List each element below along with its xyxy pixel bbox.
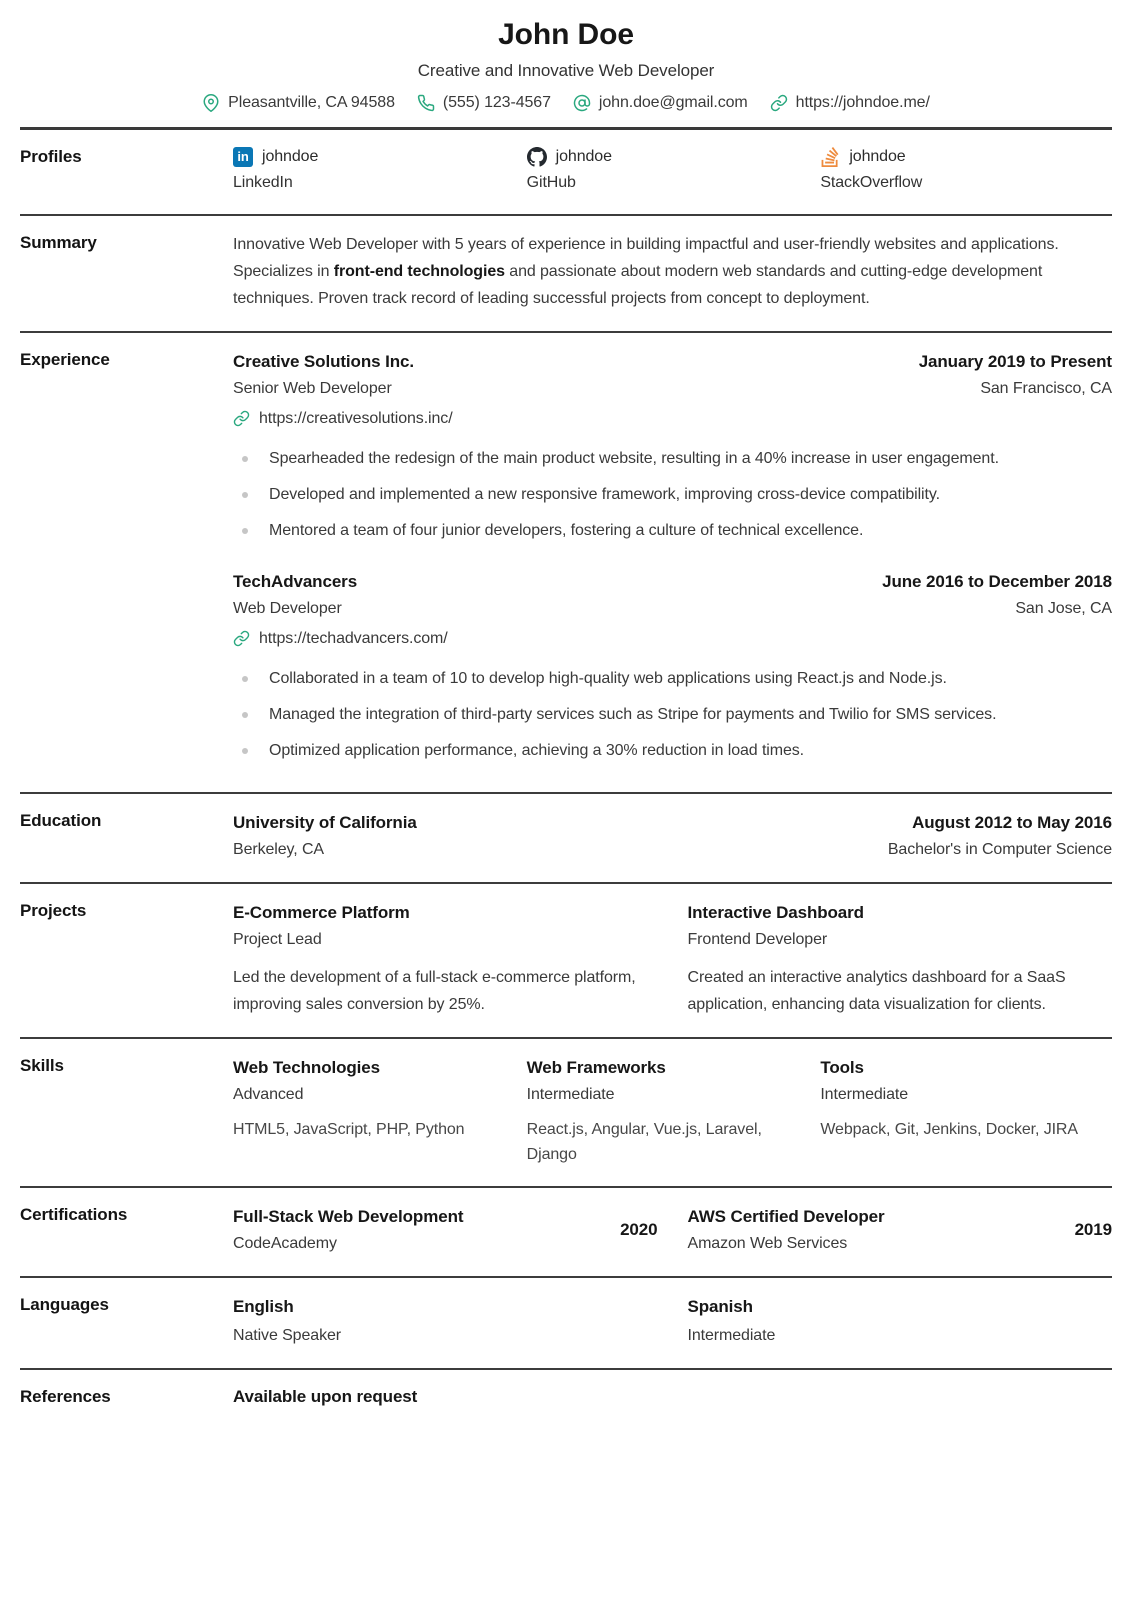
section-label-summary: Summary bbox=[20, 232, 97, 252]
skill-group-name: Web Frameworks bbox=[526, 1057, 666, 1077]
project-name: Interactive Dashboard bbox=[687, 902, 864, 922]
profile-github[interactable] bbox=[527, 145, 819, 195]
certification-issuer: CodeAcademy bbox=[233, 1234, 337, 1252]
contact-website-text[interactable]: https://johndoe.me/ bbox=[795, 93, 930, 111]
section-certifications bbox=[20, 1186, 1112, 1276]
project-role: Project Lead bbox=[233, 930, 322, 948]
contact-email-text[interactable]: john.doe@gmail.com bbox=[598, 93, 748, 111]
job-bullet: Spearheaded the redesign of the main product website, resulting in a 40% increase in user engagement. bbox=[233, 445, 1112, 472]
contact-website[interactable] bbox=[770, 94, 930, 112]
section-experience bbox=[20, 331, 1112, 792]
language-fluency: Native Speaker bbox=[233, 1326, 341, 1344]
section-projects bbox=[20, 882, 1112, 1037]
skills-grid bbox=[233, 1054, 1112, 1167]
profile-username[interactable]: johndoe bbox=[262, 147, 319, 165]
language-fluency: Intermediate bbox=[687, 1326, 776, 1344]
summary-text-before: Innovative Web Developer with 5 years of experience in building impactful and user-friendly websites and applications. Specializes in bbox=[233, 235, 1059, 280]
skill-group-name: Tools bbox=[820, 1057, 864, 1077]
project-entry bbox=[688, 899, 1113, 1018]
job-link[interactable] bbox=[233, 405, 1112, 432]
skill-group bbox=[527, 1054, 819, 1167]
job-bullet: Collaborated in a team of 10 to develop high-quality web applications using React.js and Node.js. bbox=[233, 665, 1112, 692]
language-entry bbox=[688, 1293, 1113, 1349]
section-label-skills: Skills bbox=[20, 1055, 64, 1075]
section-languages bbox=[20, 1276, 1112, 1368]
job-entry bbox=[233, 348, 1112, 544]
education-dates: August 2012 to May 2016 bbox=[912, 812, 1112, 832]
language-name: Spanish bbox=[687, 1296, 753, 1316]
contact-phone bbox=[417, 94, 551, 112]
projects-grid bbox=[233, 899, 1112, 1018]
summary-text bbox=[233, 231, 1112, 312]
experience-list bbox=[233, 348, 1112, 773]
job-location: San Francisco, CA bbox=[980, 379, 1112, 397]
project-entry bbox=[233, 899, 658, 1018]
profiles-grid bbox=[233, 145, 1112, 195]
section-label-languages: Languages bbox=[20, 1294, 109, 1314]
education-degree: Bachelor's in Computer Science bbox=[887, 840, 1112, 858]
stackoverflow-icon bbox=[820, 147, 840, 167]
profile-username[interactable]: johndoe bbox=[849, 147, 906, 165]
skill-level: Intermediate bbox=[820, 1085, 909, 1103]
job-company: Creative Solutions Inc. bbox=[233, 351, 414, 371]
project-description: Created an interactive analytics dashboard for a SaaS application, enhancing data visualization for clients. bbox=[687, 968, 1066, 1013]
section-label-education: Education bbox=[20, 810, 102, 830]
job-bullet: Managed the integration of third-party services such as Stripe for payments and Twilio for SMS services. bbox=[233, 701, 1112, 728]
skill-keywords: Webpack, Git, Jenkins, Docker, JIRA bbox=[820, 1120, 1078, 1138]
certification-entry bbox=[233, 1203, 658, 1257]
profile-network-name: GitHub bbox=[526, 173, 576, 191]
section-label-references: References bbox=[20, 1386, 111, 1406]
job-url[interactable]: https://techadvancers.com/ bbox=[259, 629, 448, 647]
summary-text-after: and passionate about modern web standards and cutting-edge development techniques. Proven track record of leading successful projects from concept to deployment. bbox=[233, 262, 1043, 307]
languages-grid bbox=[233, 1293, 1112, 1349]
person-title: Creative and Innovative Web Developer bbox=[417, 60, 715, 80]
contact-location-text: Pleasantville, CA 94588 bbox=[228, 93, 395, 111]
linkedin-icon: in bbox=[233, 147, 253, 167]
section-skills bbox=[20, 1037, 1112, 1186]
job-bullet: Optimized application performance, achieving a 30% reduction in load times. bbox=[233, 737, 1112, 764]
job-company: TechAdvancers bbox=[233, 571, 358, 591]
job-url[interactable]: https://creativesolutions.inc/ bbox=[259, 409, 453, 427]
references-value: Available upon request bbox=[233, 1386, 418, 1406]
section-label-certifications: Certifications bbox=[20, 1204, 128, 1224]
job-entry bbox=[233, 568, 1112, 764]
certification-name: Full-Stack Web Development bbox=[233, 1206, 464, 1226]
certification-entry bbox=[688, 1203, 1113, 1257]
contact-location bbox=[202, 94, 395, 112]
contact-row bbox=[20, 94, 1112, 112]
job-bullet: Developed and implemented a new responsive framework, improving cross-device compatibility. bbox=[233, 481, 1112, 508]
contact-email[interactable] bbox=[573, 94, 748, 112]
profile-network-name: LinkedIn bbox=[233, 173, 293, 191]
profile-network-name: StackOverflow bbox=[820, 173, 923, 191]
skill-keywords: HTML5, JavaScript, PHP, Python bbox=[233, 1120, 465, 1138]
section-references bbox=[20, 1368, 1112, 1428]
link-icon bbox=[233, 630, 250, 647]
certification-year: 2020 bbox=[620, 1219, 658, 1239]
skill-keywords: React.js, Angular, Vue.js, Laravel, Django bbox=[526, 1120, 762, 1163]
skill-group bbox=[820, 1054, 1112, 1167]
skill-level: Advanced bbox=[233, 1085, 304, 1103]
certifications-grid bbox=[233, 1203, 1112, 1257]
github-icon bbox=[527, 147, 547, 167]
certification-name: AWS Certified Developer bbox=[687, 1206, 885, 1226]
section-label-profiles: Profiles bbox=[20, 146, 82, 166]
skill-level: Intermediate bbox=[526, 1085, 615, 1103]
project-description: Led the development of a full-stack e-commerce platform, improving sales conversion by 25%. bbox=[233, 968, 636, 1013]
summary-highlight: front-end technologies bbox=[333, 262, 505, 280]
profile-username[interactable]: johndoe bbox=[555, 147, 612, 165]
education-location: Berkeley, CA bbox=[233, 840, 324, 858]
map-pin-icon bbox=[202, 94, 220, 112]
education-school: University of California bbox=[233, 812, 417, 832]
link-icon bbox=[770, 94, 788, 112]
job-dates: June 2016 to December 2018 bbox=[882, 571, 1112, 591]
section-label-experience: Experience bbox=[20, 349, 110, 369]
at-sign-icon bbox=[573, 94, 591, 112]
section-education bbox=[20, 792, 1112, 882]
resume-header bbox=[20, 18, 1112, 130]
skill-group bbox=[233, 1054, 525, 1167]
language-entry bbox=[233, 1293, 658, 1349]
certification-issuer: Amazon Web Services bbox=[687, 1234, 848, 1252]
job-link[interactable] bbox=[233, 625, 1112, 652]
job-bullet: Mentored a team of four junior developers, fostering a culture of technical excellence. bbox=[233, 517, 1112, 544]
language-name: English bbox=[233, 1296, 294, 1316]
project-name: E-Commerce Platform bbox=[233, 902, 410, 922]
skill-group-name: Web Technologies bbox=[233, 1057, 381, 1077]
job-bullets bbox=[233, 665, 1112, 764]
section-summary bbox=[20, 214, 1112, 331]
phone-icon bbox=[417, 94, 435, 112]
profile-linkedin[interactable] bbox=[233, 145, 525, 195]
person-name: John Doe bbox=[498, 18, 634, 51]
certification-year: 2019 bbox=[1074, 1219, 1112, 1239]
section-profiles bbox=[20, 130, 1112, 214]
job-role: Senior Web Developer bbox=[233, 379, 392, 397]
contact-phone-text: (555) 123-4567 bbox=[442, 93, 551, 111]
link-icon bbox=[233, 410, 250, 427]
project-role: Frontend Developer bbox=[687, 930, 828, 948]
section-label-projects: Projects bbox=[20, 900, 87, 920]
job-location: San Jose, CA bbox=[1015, 599, 1112, 617]
education-entry bbox=[233, 809, 1112, 863]
job-role: Web Developer bbox=[233, 599, 342, 617]
job-bullets bbox=[233, 445, 1112, 544]
job-dates: January 2019 to Present bbox=[918, 351, 1112, 371]
profile-stackoverflow[interactable] bbox=[820, 145, 1112, 195]
